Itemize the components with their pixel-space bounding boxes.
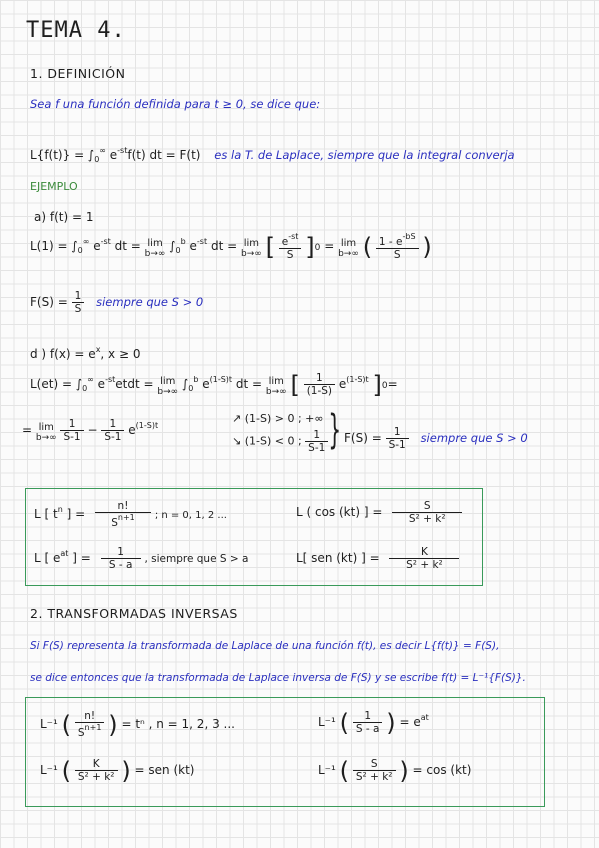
a-frac1-num: e [281,236,289,248]
d-exp1: -st [105,375,116,384]
a-result-lhs: F(S) = [30,295,68,309]
sen-den: S² + k² [389,558,459,571]
eat-frac [101,546,141,571]
a-dt1: dt = [114,239,141,253]
sen-num: K [421,546,428,558]
tn-den-wrap [95,512,151,529]
d-result-frac [386,426,409,451]
tn-frac [95,500,151,529]
eat-num: 1 [117,546,124,558]
d-eq: = [387,377,398,391]
d-lim3 [36,419,57,443]
a-upper2: b [180,237,186,246]
example-label: EJEMPLO [30,180,78,193]
inv-r3-rhs: = sen (kt) [134,763,195,777]
inv-r4-num: S [370,758,378,770]
a-lim1 [145,235,166,259]
d-line1: L(et) = ∫ [30,377,83,391]
tn-den: S [111,517,118,529]
tn-lhs: L [ t [34,507,58,521]
a-e2: e [189,239,197,253]
definition-note: es la T. de Laplace, siempre que la integral converja [214,148,515,162]
definition-exp-base: e [109,148,118,162]
d-result-lhs: F(S) = [344,431,382,445]
a-exp1: -st [100,237,111,246]
inverse-row-cos: L⁻¹ ( $\frac{S}{\text{S² + k²}}$ ) = cos (kt) [318,756,472,785]
a-exp2: -st [196,237,208,246]
inv-r1-frac [75,710,105,739]
d-lim-sub-2: b→∞ [265,386,287,397]
d-lim-text-3: lim [38,421,54,433]
paren-close: ) [422,232,432,261]
d-result-cond: siempre que S > 0 [420,431,528,445]
cases-brace: } [328,407,342,453]
a-upper1: ∞ [82,237,90,246]
cos-lhs: L ( cos (kt) ] = [296,505,383,519]
bracket-open: [ [265,232,275,261]
d-line2-frac2 [101,418,124,443]
example-a-derivation: $L(1) = \int_0^\infty$ $e^{-st}$ dt = lim b→∞ $\int_0^b$ $e^{-st}$ dt = lim b→∞ [ $\frac{e^{-st}}{S}$ ]0 = lim b→∞ ( $\frac{1 - e^{-bS}}{S}$ ) [30,232,432,261]
eval-lower: 0 [314,243,321,253]
d-label: d ) f(x) = e [30,347,96,361]
inv-r4-rhs: = cos (kt) [412,763,472,777]
d-lim-text-2: lim [268,375,284,387]
inv-r1-num: n! [84,710,96,722]
table-row-cos [296,500,462,525]
example-a-label: a) f(t) = 1 [34,210,94,224]
a-lower2: 0 [175,246,181,255]
definition-lhs: L{f(t)} = ∫ [30,148,95,162]
a-frac2 [376,232,419,261]
inverse-intro-line2: se dice entonces que la transformada de Laplace inversa de F(S) y se escribe f(t) = L⁻¹{F(S)}. [30,672,526,684]
d-frac [304,372,335,397]
a-frac2-den: S [376,248,419,261]
a-result-frac [72,290,85,315]
example-d-label [30,345,140,361]
inverse-intro-line1: Si F(S) representa la transformada de Laplace de una función f(t), es decir L{f(t)} = F(S), [30,640,500,652]
d-exp2: (1-S)t [209,375,233,384]
d-lower2: 0 [188,384,194,393]
a-lim2 [241,235,262,259]
d-l2-num1: 1 [68,418,76,430]
example-a-result [30,290,203,315]
eat-close: ] = [68,551,91,565]
inv-r2-rhs: = e [399,715,421,729]
d-upper1: ∞ [87,375,94,384]
a-frac2-num: 1 - e [378,236,403,248]
cos-num: S [423,500,431,512]
inv-r1-den: S [77,727,85,739]
inv-r3-den: S² + k² [75,770,118,783]
d-lower1: 0 [82,384,88,393]
d-lim-sub-3: b→∞ [35,432,57,443]
inv-r2-frac [353,710,383,735]
a-e1: e [93,239,101,253]
table-row-tn [34,500,227,529]
section-heading-definicion: 1. DEFINICIÓN [30,66,126,81]
d-result-num: 1 [393,426,401,438]
inverse-row-sen: L⁻¹ ( $\frac{K}{\text{S² + k²}}$ ) = sen (kt) [40,756,195,785]
inv-op-1: L⁻¹ [40,717,58,731]
d-frac-den: (1-S) [304,384,335,397]
d-label-cond: , x ≥ 0 [100,347,141,361]
d-label-exp: x [95,345,101,354]
inv-r3-frac [75,758,118,783]
d-result-den: S-1 [386,438,409,451]
section-heading-inversas: 2. TRANSFORMADAS INVERSAS [30,606,238,621]
inv-op-3: L⁻¹ [40,763,58,777]
inverse-row-tn: L⁻¹ ( $\frac{n!}{S^{n+1}}$ ) = tⁿ , n = 1, 2, 3 ... [40,710,235,739]
a-frac1 [279,232,302,261]
inv-r4-den: S² + k² [353,770,396,783]
d-frac-num: 1 [316,372,323,384]
inv-op-4: L⁻¹ [318,763,336,777]
a-lim3 [338,235,359,259]
cos-den: S² + k² [392,512,462,525]
d-exp4: (1-S)t [135,421,159,430]
d-dt1: etdt = [115,377,154,391]
inv-r2-rhs-exp: at [420,713,429,722]
tn-num: n! [117,500,129,512]
inv-r1-den-wrap [75,722,105,739]
d-case1: (1-S) > 0 ; +∞ [244,412,324,425]
d-l2-num2: 1 [109,418,117,430]
definition-tail: f(t) dt = F(t) [127,148,201,162]
d-case2: (1-S) < 0 ; [244,434,302,448]
table-row-eat [34,546,248,571]
inverse-row-eat: L⁻¹ ( $\frac{1}{S - a}$ ) = $e^{at}$ [318,708,429,737]
a-dt2: dt = [210,239,238,253]
integral-upper: ∞ [99,146,106,155]
d-case2-num: 1 [313,429,321,441]
inv-r1-den-exp: n+1 [84,723,102,732]
lim-text-2: lim [243,237,260,249]
a-int2: ∫ [169,239,176,253]
inv-r1-rhs: = tⁿ , n = 1, 2, 3 ... [121,717,235,731]
a-line1: L(1) = ∫ [30,239,78,253]
eat-den: S - a [101,558,141,571]
d-l2-den1: S-1 [60,430,83,443]
lim-sub-3: b→∞ [338,248,359,259]
lim-sub-2: b→∞ [240,248,262,259]
eat-lhs: L [ e [34,551,61,565]
inv-r3-num: K [92,758,100,770]
inv-r2-num: 1 [364,710,371,722]
lim-text: lim [147,237,163,249]
example-d-cases: ↗ (1-S) > 0 ; +∞ ↘ (1-S) < 0 ; $\frac{1}{S-1}$ [232,412,328,454]
example-d-line2: = lim b→∞ $\frac{1}{S-1}$ − $\frac{1}{S-1}$ $e^{(1-S)t}$ [22,418,159,443]
tn-close: ] = [62,507,86,521]
sen-frac [389,546,459,571]
a-frac1-den: S [279,248,302,261]
inv-r4-frac [353,758,396,783]
a-lower1: 0 [77,246,83,255]
d-lim-sub: b→∞ [157,386,179,397]
d-lim-text: lim [160,375,176,387]
d-lim2 [266,373,287,397]
example-d-result [344,426,528,451]
laplace-definition [30,146,515,164]
d-case2-frac [305,429,328,454]
a-result-den: S [72,302,85,315]
inv-op-2: L⁻¹ [318,715,336,729]
d-lim1 [157,373,178,397]
integral-lower: 0 [94,155,100,164]
a-frac2-exp: -bS [402,232,416,241]
d-case2-den: S-1 [305,441,328,454]
sen-lhs: L[ sen (kt) ] = [296,551,380,565]
page-title: TEMA 4. [26,18,126,43]
eat-exp: at [60,549,69,558]
paren-open: ( [362,232,373,261]
d-exp3: (1-S)t [346,375,369,384]
a-frac1-exp: -st [288,232,299,241]
d-line2-frac1 [60,418,83,443]
a-result-cond: siempre que S > 0 [96,295,204,309]
definition-exp: -st [117,146,128,155]
cos-frac [392,500,462,525]
tn-cond: ; n = 0, 1, 2 ... [154,510,227,521]
d-eval-lower: 0 [381,381,388,391]
d-e1: e [97,377,106,391]
example-d-line1: $L(et) = \int_0^\infty$ $e^{-st}etdt = \lim$ b→∞ $\int_0^b$ $e^{(1-S)t}$ dt = lim b→∞ [ $\frac{1}{(1-S)}$ $e^{(1-S)t}$ ]0= [30,370,398,399]
tn-den-exp: n+1 [117,513,135,522]
a-result-num: 1 [74,290,82,302]
definition-intro: Sea f una función definida para t ≥ 0, se dice que: [30,97,321,111]
lim-sub: b→∞ [144,248,166,259]
bracket-close: ] [305,232,315,261]
table-row-sen [296,546,459,571]
tn-exp: n [57,505,63,514]
lim-text-3: lim [340,237,357,249]
inv-r2-den: S - a [353,722,383,735]
eat-cond: , siempre que S > a [144,553,249,565]
d-l2-den2: S-1 [101,430,124,443]
d-upper2: b [193,375,199,384]
